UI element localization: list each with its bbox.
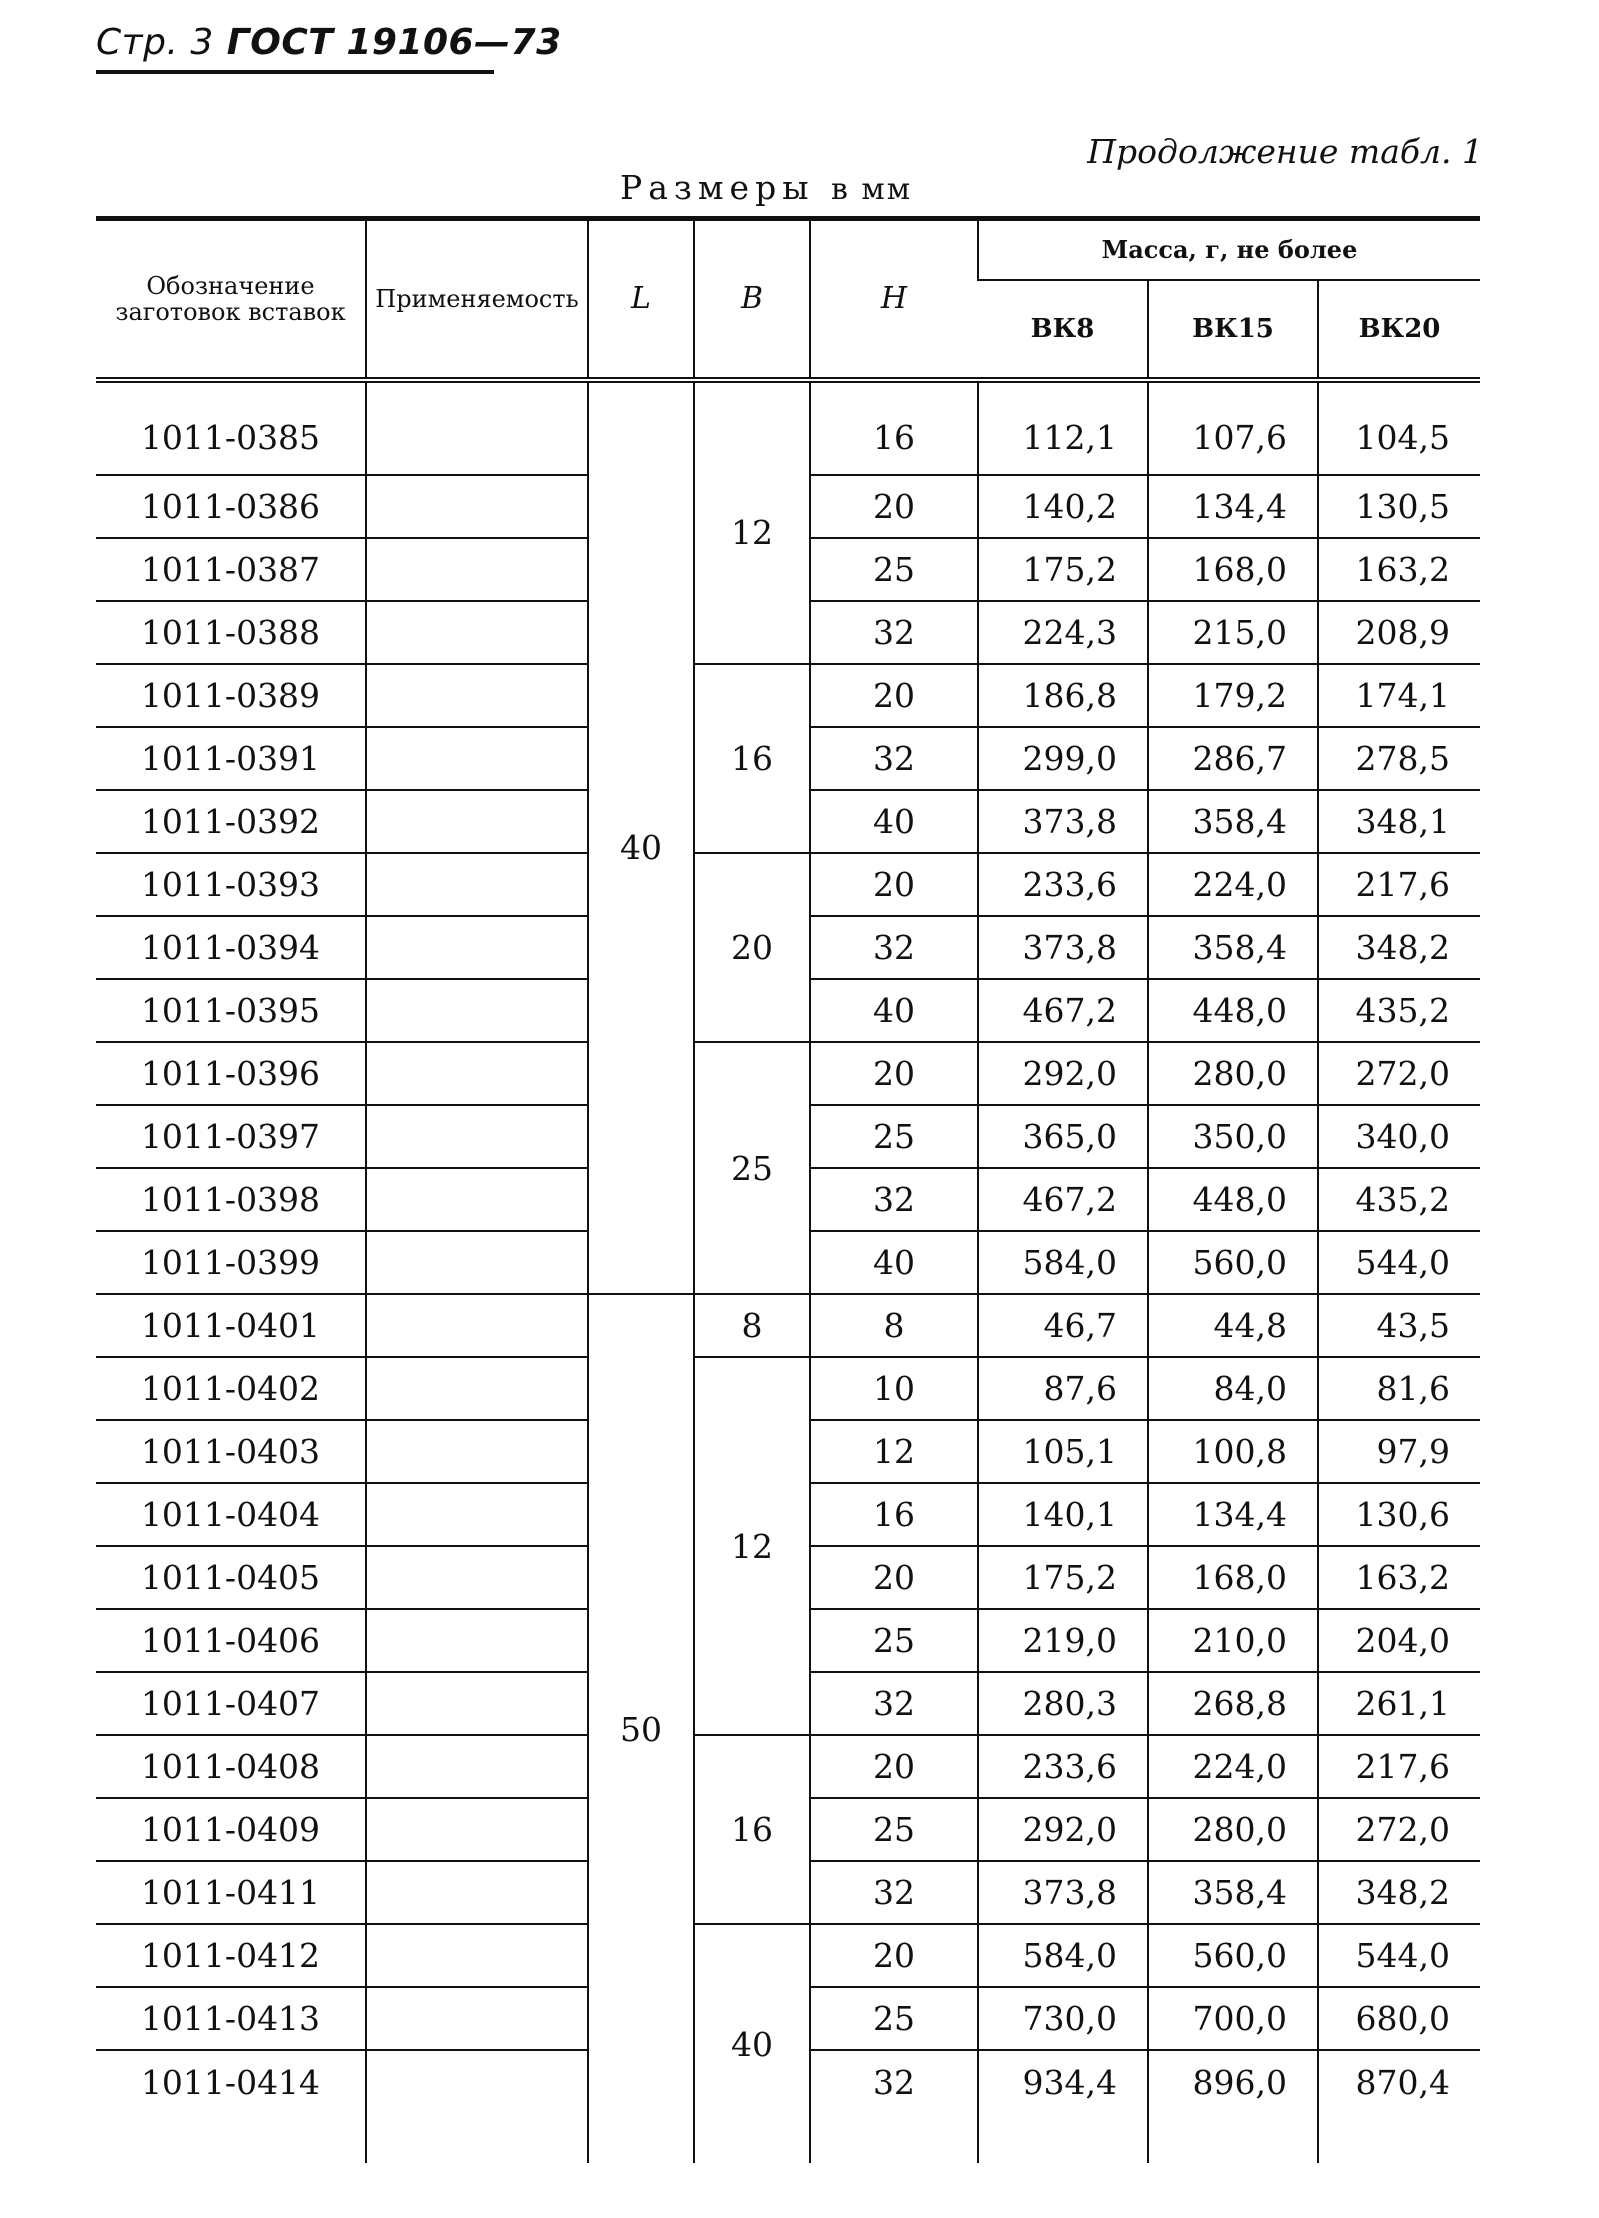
H-value-cell: 20 bbox=[810, 1042, 978, 1105]
H-value-cell: 40 bbox=[810, 1231, 978, 1294]
B-value-cell: 16 bbox=[694, 1735, 810, 1924]
mass-vk15-cell: 700,0 bbox=[1148, 1987, 1318, 2050]
H-value-cell: 32 bbox=[810, 916, 978, 979]
mass-vk15-cell: 107,6 bbox=[1148, 380, 1318, 475]
mass-vk20-cell: 217,6 bbox=[1318, 853, 1480, 916]
H-value-cell: 32 bbox=[810, 1168, 978, 1231]
applicability-cell bbox=[366, 1735, 588, 1798]
designation-cell: 1011-0409 bbox=[96, 1798, 366, 1861]
designation-cell: 1011-0386 bbox=[96, 475, 366, 538]
mass-vk15-cell: 358,4 bbox=[1148, 790, 1318, 853]
designation-cell: 1011-0412 bbox=[96, 1924, 366, 1987]
H-value-cell: 32 bbox=[810, 1861, 978, 1924]
mass-vk8-cell: 112,1 bbox=[978, 380, 1148, 475]
mass-vk20-cell: 272,0 bbox=[1318, 1042, 1480, 1105]
mass-vk8-cell: 584,0 bbox=[978, 1231, 1148, 1294]
applicability-cell bbox=[366, 727, 588, 790]
B-value-cell: 20 bbox=[694, 853, 810, 1042]
H-value-cell: 16 bbox=[810, 380, 978, 475]
mass-vk20-cell: 278,5 bbox=[1318, 727, 1480, 790]
col-header-B: B bbox=[694, 219, 810, 381]
applicability-cell bbox=[366, 1924, 588, 1987]
H-value-cell: 20 bbox=[810, 1735, 978, 1798]
table-row bbox=[96, 664, 1480, 727]
units-caption bbox=[620, 168, 912, 207]
table-body bbox=[96, 380, 1480, 2163]
table-row bbox=[96, 380, 1480, 475]
mass-vk8-cell: 87,6 bbox=[978, 1357, 1148, 1420]
designation-cell: 1011-0389 bbox=[96, 664, 366, 727]
applicability-cell bbox=[366, 1231, 588, 1294]
mass-vk15-cell: 560,0 bbox=[1148, 1231, 1318, 1294]
designation-cell: 1011-0404 bbox=[96, 1483, 366, 1546]
B-value-cell: 40 bbox=[694, 1924, 810, 2163]
designation-cell: 1011-0395 bbox=[96, 979, 366, 1042]
table-continuation-note: Продолжение табл. 1 bbox=[1087, 132, 1483, 171]
col-header-vk15: ВК15 bbox=[1148, 280, 1318, 380]
mass-vk15-cell: 350,0 bbox=[1148, 1105, 1318, 1168]
table-header bbox=[96, 219, 1480, 381]
designation-cell: 1011-0385 bbox=[96, 380, 366, 475]
mass-vk15-cell: 100,8 bbox=[1148, 1420, 1318, 1483]
designation-cell: 1011-0413 bbox=[96, 1987, 366, 2050]
B-value-cell: 8 bbox=[694, 1294, 810, 1357]
H-value-cell: 20 bbox=[810, 1546, 978, 1609]
B-value-cell: 12 bbox=[694, 380, 810, 664]
mass-vk15-cell: 168,0 bbox=[1148, 1546, 1318, 1609]
table-row bbox=[96, 1357, 1480, 1420]
mass-vk20-cell: 870,4 bbox=[1318, 2050, 1480, 2163]
designation-cell: 1011-0408 bbox=[96, 1735, 366, 1798]
designation-cell: 1011-0411 bbox=[96, 1861, 366, 1924]
mass-vk15-cell: 280,0 bbox=[1148, 1042, 1318, 1105]
mass-vk20-cell: 544,0 bbox=[1318, 1924, 1480, 1987]
H-value-cell: 25 bbox=[810, 1609, 978, 1672]
mass-vk15-cell: 210,0 bbox=[1148, 1609, 1318, 1672]
mass-vk20-cell: 43,5 bbox=[1318, 1294, 1480, 1357]
designation-cell: 1011-0392 bbox=[96, 790, 366, 853]
H-value-cell: 20 bbox=[810, 853, 978, 916]
mass-vk15-cell: 84,0 bbox=[1148, 1357, 1318, 1420]
applicability-cell bbox=[366, 1546, 588, 1609]
mass-vk8-cell: 292,0 bbox=[978, 1042, 1148, 1105]
H-value-cell: 32 bbox=[810, 727, 978, 790]
designation-cell: 1011-0394 bbox=[96, 916, 366, 979]
H-value-cell: 32 bbox=[810, 2050, 978, 2163]
mass-vk20-cell: 217,6 bbox=[1318, 1735, 1480, 1798]
H-value-cell: 10 bbox=[810, 1357, 978, 1420]
header-rule bbox=[96, 70, 494, 74]
applicability-cell bbox=[366, 475, 588, 538]
mass-vk20-cell: 174,1 bbox=[1318, 664, 1480, 727]
applicability-cell bbox=[366, 1357, 588, 1420]
H-value-cell: 40 bbox=[810, 790, 978, 853]
H-value-cell: 20 bbox=[810, 475, 978, 538]
col-header-vk8: ВК8 bbox=[978, 280, 1148, 380]
mass-vk15-cell: 358,4 bbox=[1148, 916, 1318, 979]
mass-vk20-cell: 435,2 bbox=[1318, 1168, 1480, 1231]
mass-vk20-cell: 104,5 bbox=[1318, 380, 1480, 475]
applicability-cell bbox=[366, 1609, 588, 1672]
applicability-cell bbox=[366, 538, 588, 601]
mass-vk15-cell: 134,4 bbox=[1148, 475, 1318, 538]
col-header-applicability: Применяемость bbox=[366, 219, 588, 381]
mass-vk15-cell: 179,2 bbox=[1148, 664, 1318, 727]
applicability-cell bbox=[366, 1483, 588, 1546]
mass-vk8-cell: 584,0 bbox=[978, 1924, 1148, 1987]
page-header bbox=[96, 22, 562, 63]
designation-cell: 1011-0406 bbox=[96, 1609, 366, 1672]
mass-vk8-cell: 467,2 bbox=[978, 979, 1148, 1042]
L-value-cell: 50 bbox=[588, 1294, 694, 2163]
designation-cell: 1011-0396 bbox=[96, 1042, 366, 1105]
B-value-cell: 25 bbox=[694, 1042, 810, 1294]
applicability-cell bbox=[366, 1861, 588, 1924]
designation-cell: 1011-0391 bbox=[96, 727, 366, 790]
mass-vk8-cell: 175,2 bbox=[978, 1546, 1148, 1609]
applicability-cell bbox=[366, 601, 588, 664]
designation-cell: 1011-0393 bbox=[96, 853, 366, 916]
designation-cell: 1011-0387 bbox=[96, 538, 366, 601]
standard-number: ГОСТ 19106—73 bbox=[226, 22, 562, 63]
H-value-cell: 32 bbox=[810, 1672, 978, 1735]
mass-vk20-cell: 204,0 bbox=[1318, 1609, 1480, 1672]
mass-vk15-cell: 44,8 bbox=[1148, 1294, 1318, 1357]
mass-vk8-cell: 175,2 bbox=[978, 538, 1148, 601]
applicability-cell bbox=[366, 790, 588, 853]
mass-vk8-cell: 186,8 bbox=[978, 664, 1148, 727]
mass-vk8-cell: 280,3 bbox=[978, 1672, 1148, 1735]
mass-vk8-cell: 373,8 bbox=[978, 1861, 1148, 1924]
designation-cell: 1011-0403 bbox=[96, 1420, 366, 1483]
table-row bbox=[96, 1924, 1480, 1987]
mass-vk8-cell: 299,0 bbox=[978, 727, 1148, 790]
mass-vk15-cell: 896,0 bbox=[1148, 2050, 1318, 2163]
designation-cell: 1011-0399 bbox=[96, 1231, 366, 1294]
mass-vk20-cell: 348,2 bbox=[1318, 916, 1480, 979]
mass-vk8-cell: 467,2 bbox=[978, 1168, 1148, 1231]
mass-vk8-cell: 46,7 bbox=[978, 1294, 1148, 1357]
H-value-cell: 32 bbox=[810, 601, 978, 664]
mass-vk15-cell: 134,4 bbox=[1148, 1483, 1318, 1546]
mass-vk20-cell: 208,9 bbox=[1318, 601, 1480, 664]
applicability-cell bbox=[366, 916, 588, 979]
designation-cell: 1011-0401 bbox=[96, 1294, 366, 1357]
col-header-vk20: ВК20 bbox=[1318, 280, 1480, 380]
applicability-cell bbox=[366, 1987, 588, 2050]
mass-vk20-cell: 348,1 bbox=[1318, 790, 1480, 853]
mass-vk20-cell: 81,6 bbox=[1318, 1357, 1480, 1420]
L-value-cell: 40 bbox=[588, 380, 694, 1294]
mass-vk20-cell: 435,2 bbox=[1318, 979, 1480, 1042]
mass-vk20-cell: 130,5 bbox=[1318, 475, 1480, 538]
mass-vk8-cell: 105,1 bbox=[978, 1420, 1148, 1483]
H-value-cell: 20 bbox=[810, 664, 978, 727]
mass-vk15-cell: 560,0 bbox=[1148, 1924, 1318, 1987]
dimensions-table-wrap bbox=[96, 216, 1480, 2163]
mass-vk8-cell: 140,2 bbox=[978, 475, 1148, 538]
applicability-cell bbox=[366, 979, 588, 1042]
table-row bbox=[96, 1294, 1480, 1357]
table-row bbox=[96, 1042, 1480, 1105]
applicability-cell bbox=[366, 853, 588, 916]
mass-vk20-cell: 680,0 bbox=[1318, 1987, 1480, 2050]
mass-vk8-cell: 373,8 bbox=[978, 790, 1148, 853]
mass-vk15-cell: 448,0 bbox=[1148, 979, 1318, 1042]
units-label: Размеры bbox=[620, 168, 815, 207]
table-row bbox=[96, 853, 1480, 916]
units-value: в мм bbox=[830, 172, 913, 207]
mass-vk8-cell: 365,0 bbox=[978, 1105, 1148, 1168]
applicability-cell bbox=[366, 1105, 588, 1168]
mass-vk20-cell: 261,1 bbox=[1318, 1672, 1480, 1735]
mass-vk15-cell: 286,7 bbox=[1148, 727, 1318, 790]
B-value-cell: 16 bbox=[694, 664, 810, 853]
applicability-cell bbox=[366, 1420, 588, 1483]
applicability-cell bbox=[366, 2050, 588, 2163]
mass-vk15-cell: 224,0 bbox=[1148, 853, 1318, 916]
applicability-cell bbox=[366, 380, 588, 475]
mass-vk8-cell: 292,0 bbox=[978, 1798, 1148, 1861]
H-value-cell: 25 bbox=[810, 538, 978, 601]
mass-vk8-cell: 140,1 bbox=[978, 1483, 1148, 1546]
mass-vk20-cell: 272,0 bbox=[1318, 1798, 1480, 1861]
mass-vk8-cell: 219,0 bbox=[978, 1609, 1148, 1672]
mass-vk15-cell: 215,0 bbox=[1148, 601, 1318, 664]
dimensions-table bbox=[96, 216, 1480, 2163]
mass-vk20-cell: 348,2 bbox=[1318, 1861, 1480, 1924]
mass-vk15-cell: 268,8 bbox=[1148, 1672, 1318, 1735]
mass-vk15-cell: 358,4 bbox=[1148, 1861, 1318, 1924]
designation-cell: 1011-0405 bbox=[96, 1546, 366, 1609]
mass-vk8-cell: 730,0 bbox=[978, 1987, 1148, 2050]
H-value-cell: 16 bbox=[810, 1483, 978, 1546]
table-row bbox=[96, 1735, 1480, 1798]
mass-vk15-cell: 280,0 bbox=[1148, 1798, 1318, 1861]
col-header-H: H bbox=[810, 219, 978, 381]
H-value-cell: 25 bbox=[810, 1987, 978, 2050]
H-value-cell: 20 bbox=[810, 1924, 978, 1987]
H-value-cell: 25 bbox=[810, 1798, 978, 1861]
col-header-mass: Масса, г, не более bbox=[978, 219, 1480, 281]
applicability-cell bbox=[366, 1168, 588, 1231]
mass-vk8-cell: 373,8 bbox=[978, 916, 1148, 979]
mass-vk20-cell: 163,2 bbox=[1318, 1546, 1480, 1609]
mass-vk8-cell: 233,6 bbox=[978, 1735, 1148, 1798]
applicability-cell bbox=[366, 1294, 588, 1357]
H-value-cell: 8 bbox=[810, 1294, 978, 1357]
applicability-cell bbox=[366, 1798, 588, 1861]
mass-vk20-cell: 97,9 bbox=[1318, 1420, 1480, 1483]
mass-vk20-cell: 544,0 bbox=[1318, 1231, 1480, 1294]
H-value-cell: 12 bbox=[810, 1420, 978, 1483]
B-value-cell: 12 bbox=[694, 1357, 810, 1735]
mass-vk15-cell: 224,0 bbox=[1148, 1735, 1318, 1798]
mass-vk15-cell: 448,0 bbox=[1148, 1168, 1318, 1231]
designation-cell: 1011-0407 bbox=[96, 1672, 366, 1735]
applicability-cell bbox=[366, 1042, 588, 1105]
mass-vk15-cell: 168,0 bbox=[1148, 538, 1318, 601]
mass-vk8-cell: 233,6 bbox=[978, 853, 1148, 916]
mass-vk20-cell: 130,6 bbox=[1318, 1483, 1480, 1546]
applicability-cell bbox=[366, 664, 588, 727]
col-header-designation: Обозначение заготовок вставок bbox=[115, 272, 346, 326]
H-value-cell: 40 bbox=[810, 979, 978, 1042]
applicability-cell bbox=[366, 1672, 588, 1735]
mass-vk8-cell: 934,4 bbox=[978, 2050, 1148, 2163]
page-number: Стр. 3 bbox=[96, 22, 214, 63]
col-header-L: L bbox=[588, 219, 694, 381]
mass-vk20-cell: 340,0 bbox=[1318, 1105, 1480, 1168]
mass-vk20-cell: 163,2 bbox=[1318, 538, 1480, 601]
designation-cell: 1011-0397 bbox=[96, 1105, 366, 1168]
mass-vk8-cell: 224,3 bbox=[978, 601, 1148, 664]
designation-cell: 1011-0414 bbox=[140, 2063, 321, 2102]
designation-cell: 1011-0398 bbox=[96, 1168, 366, 1231]
designation-cell: 1011-0388 bbox=[96, 601, 366, 664]
H-value-cell: 25 bbox=[810, 1105, 978, 1168]
designation-cell: 1011-0402 bbox=[96, 1357, 366, 1420]
